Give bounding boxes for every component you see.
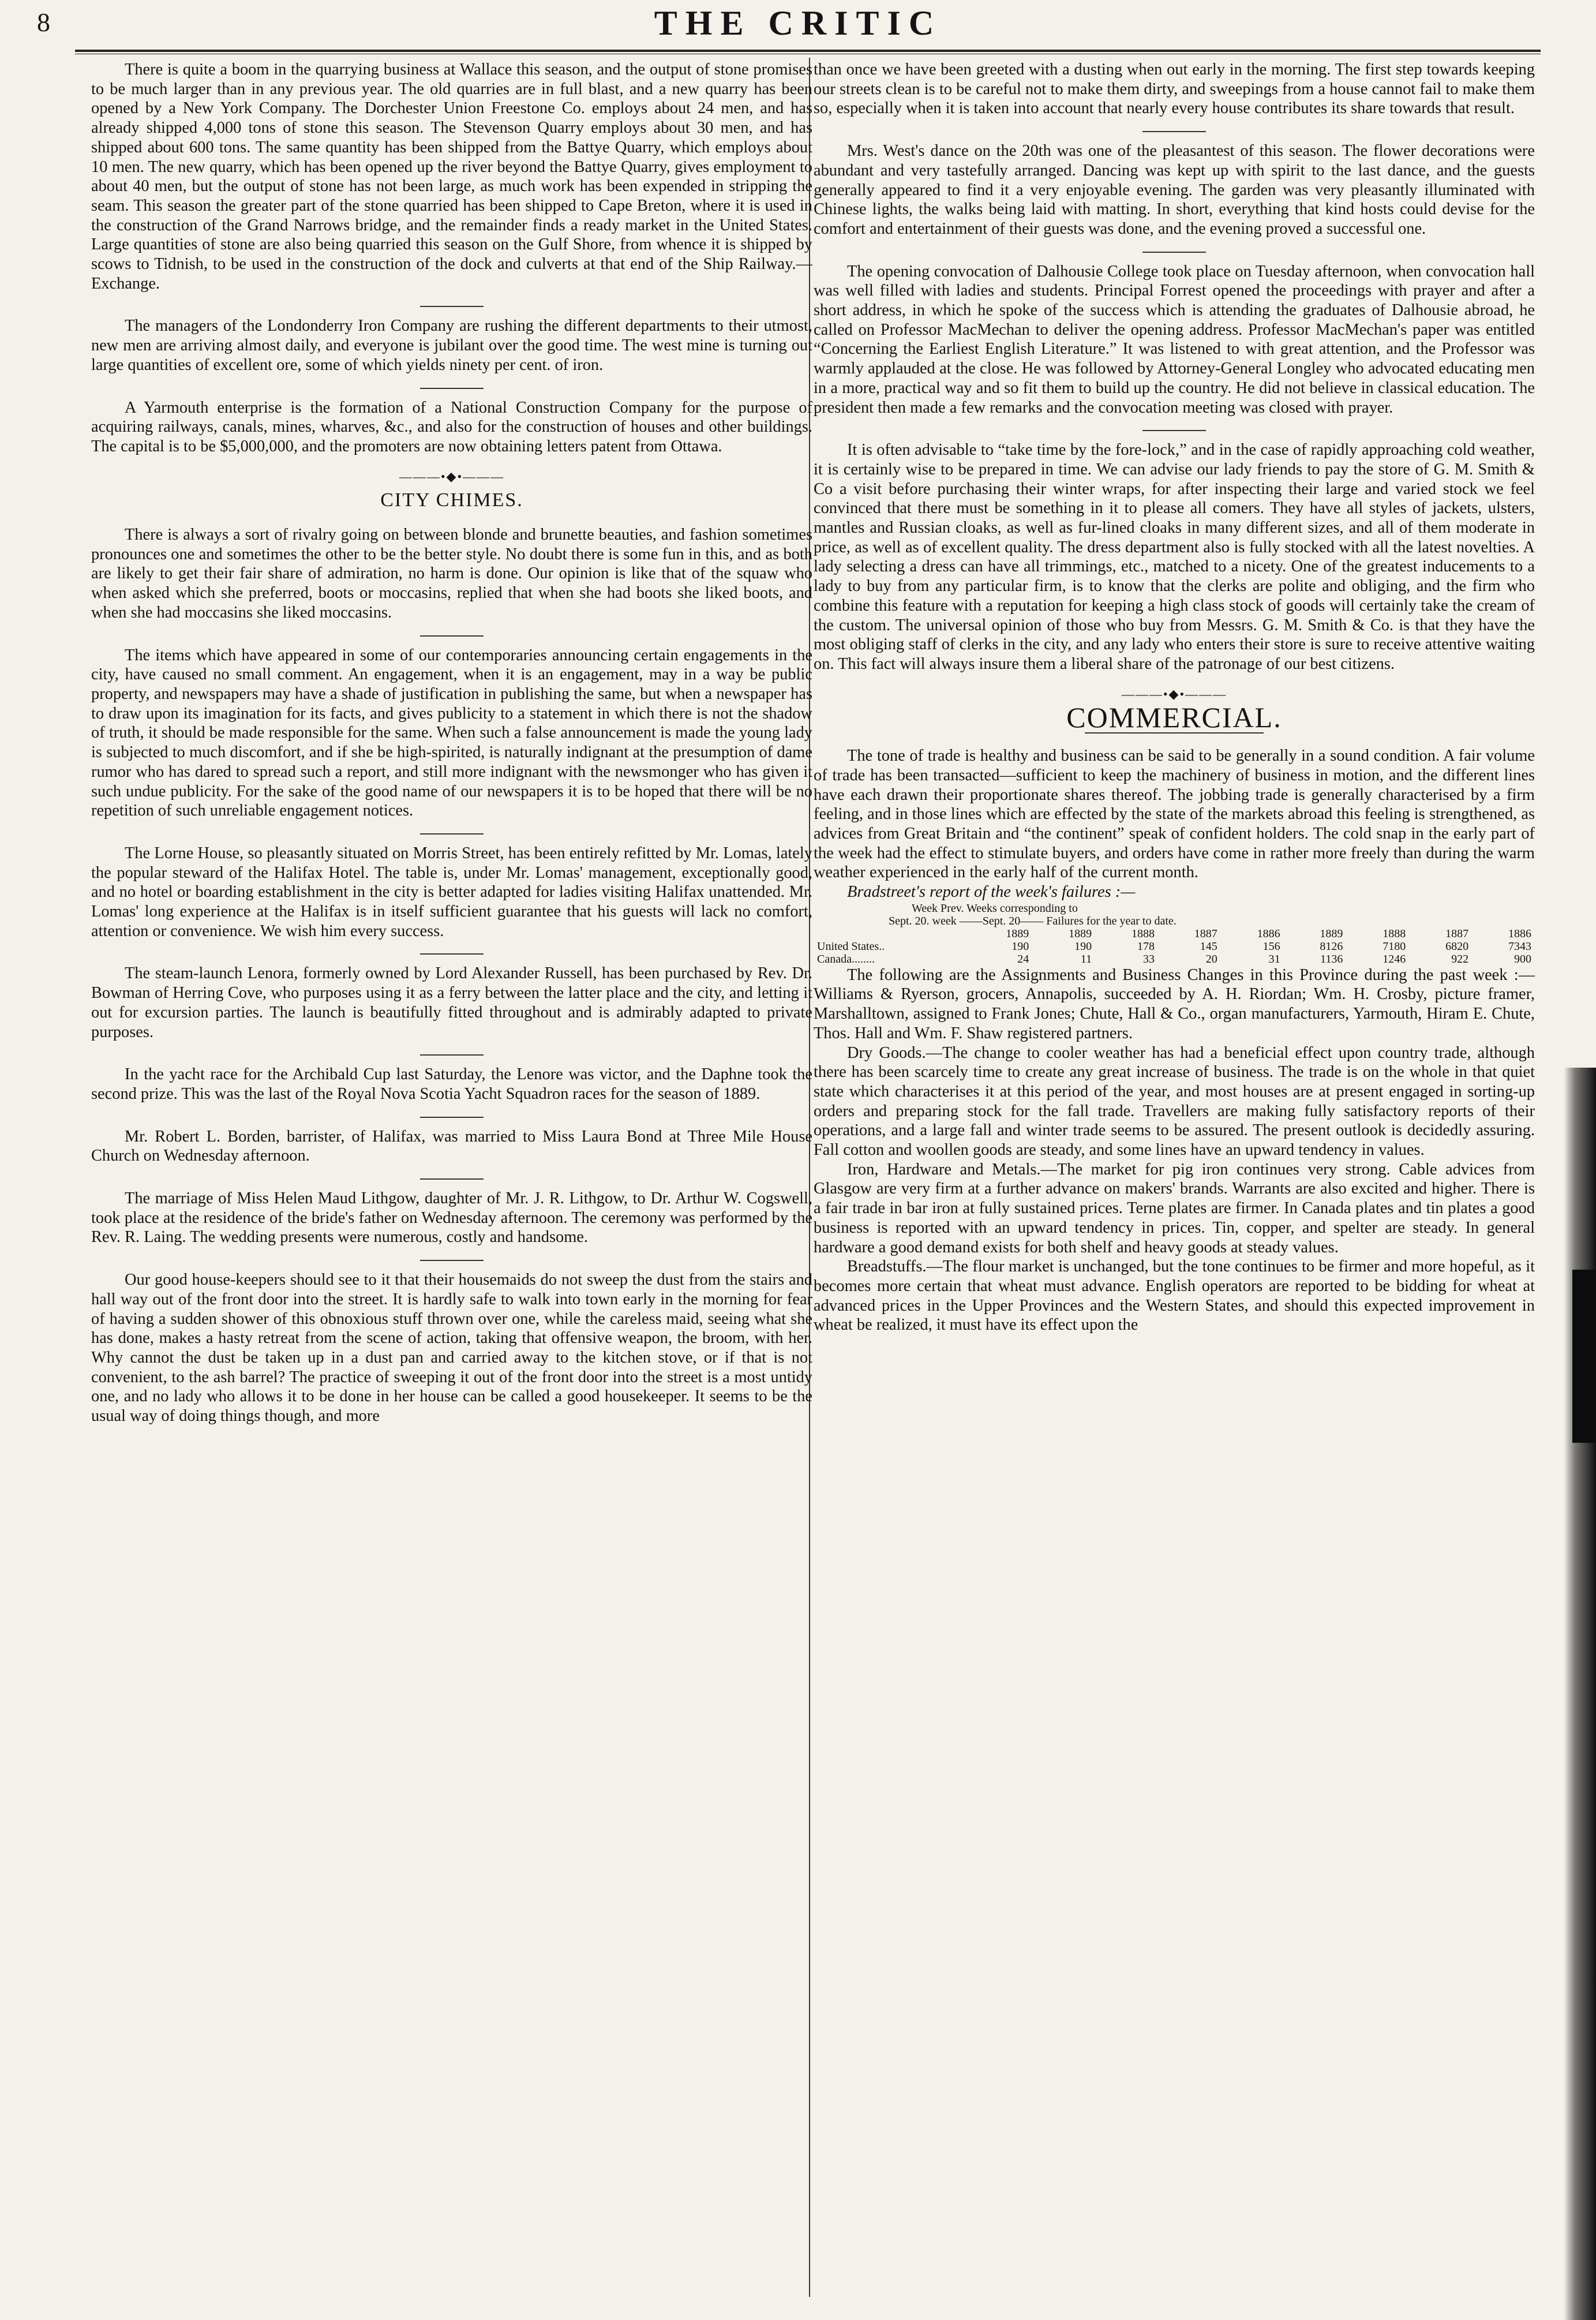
row-label: Canada........ (817, 952, 875, 966)
year-cell: 1889 (1006, 927, 1029, 940)
table-cell: 7180 (1383, 940, 1406, 953)
separator-rule (420, 388, 484, 389)
failures-table-subheader: Sept. 20. week ——Sept. 20—— Failures for the year to date. (889, 914, 1177, 927)
year-cell: 1889 (1069, 927, 1092, 940)
article-housekeepers-continued: than once we have been greeted with a dusting when out early in the morning. The first step towards keeping our streets clean is to be careful not to make them dirty, and sweepings from a house cannot fail to make them so, especially when it is taken into account that nearly every house contributes its share towards that result. (814, 61, 1535, 118)
separator-rule (420, 953, 484, 955)
table-cell: 1246 (1383, 952, 1406, 966)
commercial-trade-tone: The tone of trade is healthy and business can be said to be generally in a sound condition. A fair volume of trade has been transacted—sufficient to keep the machinery of business in motion, and the different lines have each drawn their proportionate shares thereof. The jobbing trade is generally characterised by a firm feeling, and in those lines which are effected by the state of the markets abroad this feeling is strengthened, as advices from Great Britain and “the continent” speak of confident holders. The cold snap in the early part of the week had the effect to stimulate buyers, and orders have come in rather more freely than during the warm weather experienced in the early half of the current month. (814, 747, 1535, 882)
scan-edge-shadow-dark (1572, 1270, 1596, 1443)
table-cell: 145 (1200, 940, 1217, 953)
commercial-iron-hardware: Iron, Hardware and Metals.—The market for pig iron continues very strong. Cable advices from Glasgow are very firm at a further advance on makers' brands. Warrants are also excited and higher. There is a fair trade in bar iron at fully sustained prices. Terne plates are firmer. In Canada plates and tin plates a good business is reported with an upward tendency in prices. Tin, copper, and spelter are steady. In general hardware a good demand exists for both shelf and heavy goods at steady values. (814, 1160, 1535, 1256)
table-row (814, 927, 1535, 940)
commercial-dry-goods: Dry Goods.—The change to cooler weather has had a beneficial effect upon country trade, although there has been scarcely time to create any great increase of business. The trade is on the whole in that quiet state which characterises it at this period of the year, and most houses are at present engaged in sorting-up orders and preparing stock for the fall trade. Travellers are making fully satisfactory reports of their operations, and a large fall and winter trade seems to be assured. The present outlook is decidedly assuring. Fall cotton and woollen goods are steady, and some lines have an upward tendency in values. (814, 1043, 1535, 1159)
article-gm-smith: It is often advisable to “take time by the fore-lock,” and in the case of rapidly approaching cold weather, it is certainly wise to be prepared in time. We can advise our lady friends to pay the store of G. M. Smith & Co a visit before purchasing their winter wraps, for after inspecting their large and varied stock we feel convinced that there must be something in it to please all comers. They have all styles of jackets, ulsters, mantles and Russian cloaks, as well as fur-lined cloaks in many different sizes, and all of them moderate in price, as well as of excellent quality. The dress department also is fully stocked with all the latest novelties. A lady selecting a dress can have all trimmings, etc., matched to a nicety. One of the greatest inducements to a lady to buy from any particular firm, is to know that the clerks are polite and obliging, and the firm who combine this feature with a reputation for keeping a high class stock of goods will certainly take the cream of the custom. The universal opinion of those who buy from Messrs. G. M. Smith & Co. is that they have the most obliging staff of clerks in the city, and any lady who enters their store is sure to receive attentive waiting on. This fact will always insure them a liberal share of the patronage of our best citizens. (814, 441, 1535, 673)
masthead-title: THE CRITIC (654, 4, 942, 42)
table-cell: 8126 (1320, 940, 1343, 953)
article-engagement-notices: The items which have appeared in some of our contemporaries announcing certain engagements in the city, have caused no small comment. An engagement, when it is an engagement, may in a way be public property, and newspapers may have a shade of justification in publishing the same, but when a newspaper has to draw upon its imagination for its facts, and gives publicity to a statement in which there is not the shadow of truth, it should be made responsible for the same. When such a false announcement is made the young lady is subjected to much discomfort, and if she be high-spirited, is naturally indignant at the presumption of dame rumor who has dared to spread such a report, and still more indignant with the newsmonger who has given it such undue publicity. For the sake of the good name of our newspapers it is to be hoped that there will be no repetition of such unreliable engagement notices. (91, 646, 812, 820)
bradstreet-intro: Bradstreet's report of the week's failures :— (847, 883, 1136, 901)
section-ornament: ———•◆•——— (1121, 686, 1227, 701)
article-borden-marriage: Mr. Robert L. Borden, barrister, of Halifax, was married to Miss Laura Bond at Three Mile House Church on Wednesday afternoon. (91, 1127, 812, 1165)
article-lithgow-marriage: The marriage of Miss Helen Maud Lithgow, daughter of Mr. J. R. Lithgow, to Dr. Arthur W. Cogswell, took place at the residence of the bride's father on Wednesday afternoon. The ceremony was performed by the Rev. R. Laing. The wedding presents were numerous, costly and handsome. (91, 1189, 812, 1247)
separator-rule (1142, 131, 1206, 132)
separator-rule (420, 635, 484, 637)
table-cell: 156 (1262, 940, 1280, 953)
article-west-dance: Mrs. West's dance on the 20th was one of the pleasantest of this season. The flower decorations were abundant and very tastefully arranged. Dancing was kept up with spirit to the last dance, and the guests generally appeared to find it a very enjoyable evening. The garden was very pleasantly illuminated with Chinese lights, the walks being laid with matting. In short, everything that kind hosts could devise for the comfort and entertainment of their guests was done, and the evening proved a successful one. (814, 142, 1535, 238)
article-steam-launch: The steam-launch Lenora, formerly owned by Lord Alexander Russell, has been purchased by Rev. Dr. Bowman of Herring Cove, who purposes using it as a ferry between the latter place and the city, and letting it out for excursion parties. The launch is beautifully fitted throughout and is admirably adapted to private purposes. (91, 964, 812, 1041)
article-yarmouth-enterprise: A Yarmouth enterprise is the formation of a National Construction Company for the purpose of acquiring railways, canals, mines, wharves, &c., and also for the construction of houses and other buildings. The capital is to be $5,000,000, and the promoters are now obtaining letters patent from Ottawa. (91, 398, 812, 455)
year-cell: 1889 (1320, 927, 1343, 940)
table-cell: 7343 (1508, 940, 1531, 953)
separator-rule (420, 1178, 484, 1180)
scan-edge-shadow (1564, 1068, 1596, 2320)
left-column (91, 60, 812, 1426)
failures-table-header: Week Prev. Weeks corresponding to (912, 901, 1078, 915)
failures-table (814, 927, 1535, 966)
table-row (814, 953, 1535, 966)
section-ornament: ———•◆•——— (399, 469, 505, 484)
year-cell: 1887 (1445, 927, 1469, 940)
separator-rule (420, 833, 484, 835)
table-cell: 24 (1017, 952, 1029, 966)
table-cell: 6820 (1445, 940, 1469, 953)
table-cell: 922 (1451, 952, 1469, 966)
section-heading-commercial: COMMERCIAL. (1066, 701, 1282, 734)
table-cell: 31 (1268, 952, 1280, 966)
separator-rule (1142, 252, 1206, 253)
separator-rule (420, 1054, 484, 1056)
year-cell: 1887 (1194, 927, 1217, 940)
separator-rule (1142, 430, 1206, 431)
year-cell: 1888 (1131, 927, 1155, 940)
commercial-breadstuffs: Breadstuffs.—The flour market is unchanged, but the tone continues to be firmer and more hopeful, as it becomes more certain that wheat must advance. English operators are reported to be bidding for wheat at advanced prices in the Upper Provinces and the Western States, and should this expected improvement in wheat be realized, it must have its effect upon the (814, 1258, 1535, 1334)
row-label: United States.. (817, 940, 885, 953)
table-cell: 900 (1514, 952, 1531, 966)
right-column (814, 60, 1535, 1335)
table-cell: 178 (1137, 940, 1155, 953)
article-londonderry-iron: The managers of the Londonderry Iron Company are rushing the different departments to their utmost, new men are arriving almost daily, and everyone is jubilant over the good time. The west mine is turning out large quantities of excellent ore, some of which yields ninety per cent. of iron. (91, 317, 812, 374)
header-rule (75, 50, 1541, 52)
article-lorne-house: The Lorne House, so pleasantly situated on Morris Street, has been entirely refitted by Mr. Lomas, lately the popular steward of the Halifax Hotel. The table is, under Mr. Lomas' management, exceptionally good, and no hotel or boarding establishment in the city is better adapted for ladies visiting Halifax unattended. Mr. Lomas' long experience at the Halifax is in itself sufficient guarantee that his guests will lack no comfort, attention or convenience. We wish him every success. (91, 844, 812, 940)
table-cell: 20 (1205, 952, 1217, 966)
separator-rule (420, 1260, 484, 1261)
table-cell: 1136 (1320, 952, 1343, 966)
separator-rule (420, 306, 484, 307)
page-number: 8 (37, 8, 50, 37)
section-heading-city-chimes: CITY CHIMES. (380, 489, 523, 511)
table-cell: 190 (1074, 940, 1092, 953)
commercial-assignments: The following are the Assignments and Business Changes in this Province during the past week :—Williams & Ryerson, grocers, Annapolis, succeeded by A. H. Riordan; Wm. H. Crosby, picture framer, Marshalltown, assigned to Frank Jones; Chute, Hall & Co., organ manufacturers, Yarmouth, Hiram E. Chute, Thos. Hall and Wm. F. Shaw registered partners. (814, 966, 1535, 1042)
article-wallace-quarry: There is quite a boom in the quarrying business at Wallace this season, and the output of stone promises to be much larger than in any previous year. The old quarries are in full blast, and a new quarry has been opened by a New York Company. The Dorchester Union Freestone Co. employs about 24 men, and has already shipped 4,000 tons of stone this season. The Stevenson Quarry employs about 30 men, and has shipped about 600 tons. The same quantity has been shipped from the Battye Quarry, which employs about 10 men. The new quarry, which has been opened up the river beyond the Battye Quarry, gives employment to about 40 men, but the output of stone has not been large, as much work has been expended in stripping the seam. This season the greater part of the stone quarried has been shipped to Cape Breton, where it is used in the construction of the Grand Narrows bridge, and the remainder finds a ready market in the United States. Large quantities of stone are also being quarried this season on the Gulf Shore, from whence it is shipped by scows to Tidnish, to be used in the construction of the dock and culverts at that end of the Ship Railway.—Exchange. (91, 61, 812, 293)
year-cell: 1888 (1383, 927, 1406, 940)
article-housekeepers: Our good house-keepers should see to it that their housemaids do not sweep the dust from the stairs and hall way out of the front door into the street. It is hardly safe to walk into town early in the morning for fear of having a sudden shower of this obnoxious stuff thrown over one, while the careless maid, seeing what she has done, makes a hasty retreat from the scene of action, taking that offensive weapon, the broom, with her. Why cannot the dust be taken up in a dust pan and carried away to the kitchen stove, or if that is not convenient, to the ash barrel? The practice of sweeping it out of the front door into the street is a most untidy one, and no lady who allows it to be done in her house can be called a good housekeeper. It seems to be the usual way of doing things though, and more (91, 1271, 812, 1425)
table-cell: 33 (1142, 952, 1155, 966)
article-blonde-brunette: There is always a sort of rivalry going on between blonde and brunette beauties, and fashion sometimes pronounces one and sometimes the other to be the better style. No doubt there is some fun in this, and as both are likely to get their fair share of admiration, no harm is done. Our opinion is like that of the squaw who when asked which she preferred, boots or moccasins, replied that when she had boots she liked boots, and when she had moccasins she liked moccasins. (91, 526, 812, 622)
table-cell: 190 (1011, 940, 1029, 953)
separator-rule (420, 1117, 484, 1118)
year-cell: 1886 (1508, 927, 1531, 940)
year-cell: 1886 (1257, 927, 1280, 940)
table-cell: 11 (1080, 952, 1092, 966)
article-dalhousie-convocation: The opening convocation of Dalhousie College took place on Tuesday afternoon, when convocation hall was well filled with ladies and students. Principal Forrest opened the proceedings with prayer and after a short address, in which he spoke of the success which is attending the graduates of Dalhousie abroad, he called on Professor MacMechan to deliver the opening address. Professor MacMechan's paper was entitled “Concerning the Earliest English Literature.” It was listened to with great attention, and the Professor was warmly applauded at the close. He was followed by Attorney-General Longley who advocated educating men in a more, practical way and so fit them to build up the country. He did not believe in classical education. The president then made a few remarks and the convocation meeting was closed with prayer. (814, 262, 1535, 417)
table-row (814, 940, 1535, 953)
article-yacht-race: In the yacht race for the Archibald Cup last Saturday, the Lenore was victor, and the Daphne took the second prize. This was the last of the Royal Nova Scotia Yacht Squadron races for the season of 1889. (91, 1065, 812, 1103)
